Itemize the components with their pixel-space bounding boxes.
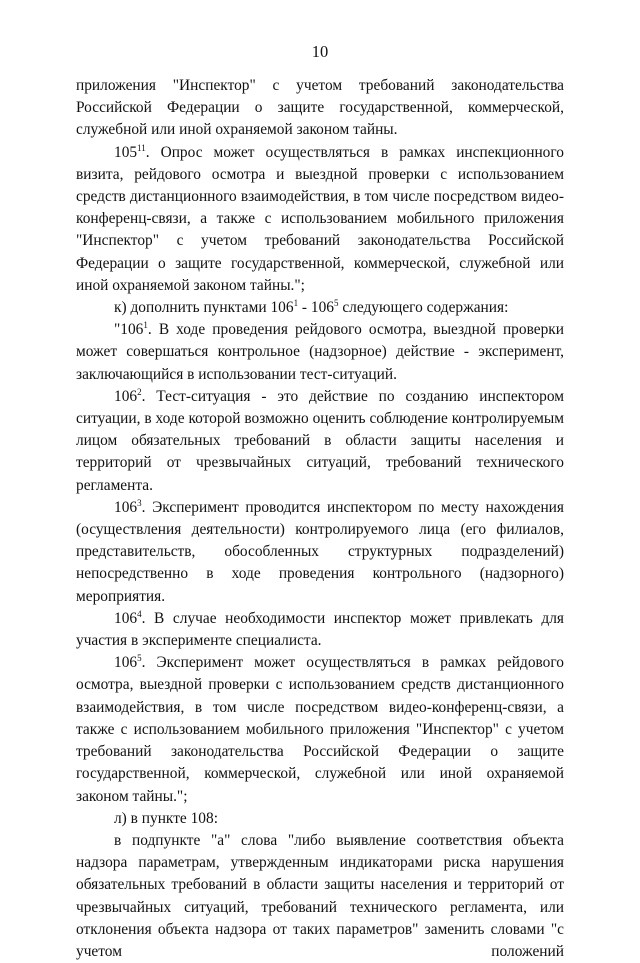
paragraph-106-1 [76,319,564,386]
paragraph-subitem-a: в подпункте "а" слова "либо выявление соответствия объекта надзора параметрам, утвержденным индикаторами риска нарушения обязательных требований в области защиты населения и территорий от чрезвычайных ситуаций, требований технического регламента, или отклонения объекта надзора от таких параметров" заменить словами "с учетом положений [76,831,564,960]
paragraph-text: . Эксперимент проводится инспектором по месту нахождения (осуществления деятельности) контролируемого лица (его филиалов, представительств, обособленных структурных подразделений) непосредственно в ходе проведения контрольного (надзорного) мероприятия. [76,498,564,605]
item-number: 106 [114,498,138,516]
item-superscript: 4 [137,608,142,619]
paragraph-text: . В ходе проведения рейдового осмотра, выездной проверки может совершаться контрольное (надзорное) действие - эксперимент, заключающийся в использовании тест-ситуаций. [76,321,564,383]
item-superscript: 2 [137,386,142,397]
paragraph-106-4 [76,608,564,652]
paragraph-text: . В случае необходимости инспектор может привлекать для участия в эксперименте специалиста. [76,609,564,650]
paragraph-item-k [76,297,564,319]
paragraph-text: - 106 [298,299,334,317]
paragraph-106-5 [76,652,564,807]
item-superscript: 1 [143,320,148,331]
paragraph-105-11 [76,142,564,297]
item-number: "106 [114,321,144,339]
item-number: 105 [114,143,138,161]
page-number: 10 [311,42,329,61]
item-superscript: 11 [137,142,146,153]
item-superscript: 5 [333,298,339,309]
paragraph-106-3 [76,497,564,608]
paragraph-continuation: приложения "Инспектор" с учетом требований законодательства Российской Федерации о защите государственной, коммерческой, служебной или иной охраняемой законом тайны. [76,77,564,139]
paragraph-text: . Эксперимент может осуществляться в рамках рейдового осмотра, выездной проверки с использованием средств дистанционного взаимодействия, в том числе посредством видео-конференц-связи, а также с использованием мобильного приложения "Инспектор" с учетом требований законодательства Российской Федерации о защите государственной, коммерческой, служебной или иной охраняемой законом тайны."; [76,654,564,805]
paragraph-text: к) дополнить пунктами 106 [114,299,294,317]
paragraph-item-l: л) в пункте 108: [114,809,218,827]
item-number: 106 [114,387,138,405]
item-superscript: 5 [137,653,142,664]
item-superscript: 3 [137,497,142,508]
paragraph-text: . Опрос может осуществляться в рамках инспекционного визита, рейдового осмотра и выездной проверки с использованием средств дистанционного взаимодействия, в том числе посредством видео-конференц-связи, а также с использованием мобильного приложения "Инспектор" с учетом требований законодательства Российской Федерации о защите государственной, коммерческой, служебной или иной охраняемой законом тайны."; [76,143,564,294]
item-number: 106 [114,654,138,672]
item-number: 106 [114,609,138,627]
item-superscript: 1 [293,298,299,309]
document-body [76,75,564,963]
paragraph-text: следующего содержания: [338,299,509,317]
paragraph-text: . Тест-ситуация - это действие по созданию инспектором ситуации, в ходе которой возможно оценить соблюдение контролируемым лицом обязательных требований в области защиты населения и территорий от чрезвычайных ситуаций, требований технического регламента. [76,387,564,494]
paragraph-106-2 [76,386,564,497]
